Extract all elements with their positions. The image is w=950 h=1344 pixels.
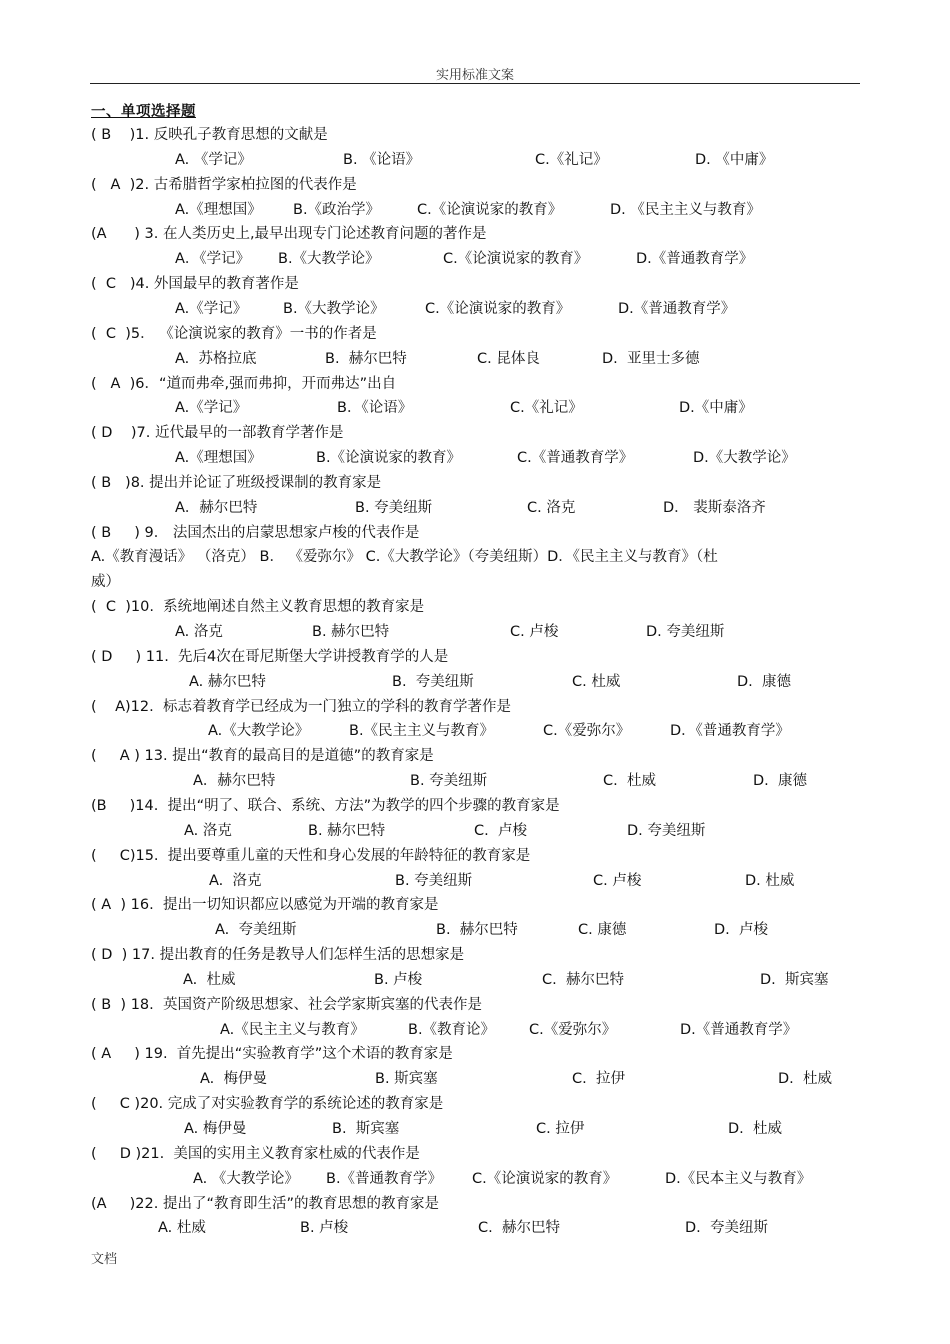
answer-option: C.《礼记》 — [510, 400, 583, 417]
answer-option: B．《论语》 — [337, 400, 413, 417]
answer-option: A. 洛克 — [184, 822, 232, 839]
answer-option: B.《普通教育学》 — [326, 1170, 443, 1187]
answer-option: A. 梅伊曼 — [184, 1121, 247, 1137]
answer-option: B.《大教学论》 — [283, 300, 385, 317]
header-divider — [90, 83, 860, 84]
answer-option: A. 夸美纽斯 — [215, 922, 297, 939]
question-stem: (A ) 3. 在人类历史上,最早出现专门论述教育问题的著作是 — [91, 226, 487, 243]
answer-option: B. 斯宾塞 — [375, 1071, 438, 1088]
answer-option: C.《论演说家的教育》 — [443, 251, 589, 268]
question-stem: ( B ) 18. 英国资产阶级思想家、社会学家斯宾塞的代表作是 — [91, 996, 482, 1013]
answer-option: D. 《民主主义与教育》 — [610, 201, 761, 218]
answer-option: D.《大教学论》 — [693, 450, 796, 467]
question-stem: ( A )2. 古希腊哲学家柏拉图的代表作是 — [91, 176, 357, 193]
answer-option: C.《论演说家的教育》 — [417, 201, 563, 218]
question-stem: ( A)12. 标志着教育学已经成为一门独立的学科的教育学著作是 — [91, 698, 511, 715]
answer-option: C.《爱弥尔》 — [543, 723, 631, 740]
answer-option: A．《学记》 — [175, 251, 251, 268]
question-stem: ( D ) 11. 先后4次在哥尼斯堡大学讲授教育学的人是 — [91, 648, 449, 665]
answer-option: B. 夸美纽斯 — [410, 773, 488, 790]
answer-option: D．《普通教育学》 — [670, 723, 790, 740]
question-stem: ( A ) 19. 首先提出“实验教育学”这个术语的教育家是 — [91, 1046, 453, 1063]
answer-option: A.《理想国》 — [175, 201, 262, 218]
answer-option: D. 夸美纽斯 — [646, 624, 725, 640]
answer-option: B. 夸美纽斯 — [355, 499, 433, 516]
answer-option: A.《理想国》 — [175, 450, 262, 467]
answer-option: A.《学记》 — [175, 400, 248, 417]
answer-option: D. 亚里士多德 — [602, 350, 700, 367]
answer-option: D.《普通教育学》 — [680, 1021, 798, 1038]
answer-option: A. 梅伊曼 — [200, 1071, 267, 1088]
answer-option: A. 杜威 — [158, 1220, 206, 1237]
answer-option: C. 拉伊 — [572, 1071, 625, 1088]
answer-option: B. 赫尔巴特 — [325, 350, 407, 367]
answer-option: C. 康德 — [578, 922, 627, 939]
answer-options-line: A.《教育漫话》 （洛克） B． 《爱弥尔》 C.《大教学论》（夸美纽斯）D．《民主主义与教育》（杜 — [91, 549, 718, 566]
question-stem: ( A )6．“道而弗牵,强而弗抑，开而弗达”出自 — [91, 375, 397, 392]
answer-option: C. 赫尔巴特 — [542, 971, 624, 988]
answer-option: D.《民本主义与教育》 — [665, 1170, 812, 1187]
answer-option: B. 卢梭 — [300, 1220, 349, 1237]
answer-option: B. 卢梭 — [374, 971, 423, 988]
answer-option: B.《民主主义与教育》 — [349, 723, 495, 740]
question-stem: (A )22. 提出了“教育即生活”的教育思想的教育家是 — [91, 1195, 439, 1212]
answer-option: B.《政治学》 — [293, 201, 381, 218]
answer-option: A.《大教学论》 — [208, 723, 310, 740]
answer-option: D. 杜威 — [728, 1121, 782, 1137]
answer-option: C.《爱弥尔》 — [529, 1021, 617, 1038]
answer-option: C. 拉伊 — [536, 1121, 585, 1137]
question-stem: ( C )10. 系统地阐述自然主义教育思想的教育家是 — [91, 599, 425, 616]
answer-option: A.《民主主义与教育》 — [220, 1021, 365, 1038]
answer-options-continuation: 威） — [91, 574, 120, 591]
question-stem: ( A ) 16. 提出一切知识都应以感觉为开端的教育家是 — [91, 897, 439, 914]
question-stem: (B )14. 提出“明了、联合、系统、方法”为教学的四个步骤的教育家是 — [91, 797, 560, 814]
answer-option: C. 洛克 — [527, 499, 576, 516]
answer-option: D. 夸美纽斯 — [627, 822, 706, 839]
answer-option: B. 夸美纽斯 — [392, 673, 474, 690]
question-stem: ( B )1. 反映孔子教育思想的文献是 — [91, 127, 328, 143]
answer-option: A. 赫尔巴特 — [189, 673, 266, 690]
answer-option: D． 裴斯泰洛齐 — [663, 499, 766, 516]
answer-option: C. 杜威 — [572, 673, 621, 690]
answer-option: D. 斯宾塞 — [760, 971, 829, 988]
page-header: 实用标准文案 — [435, 68, 514, 83]
answer-option: D.《中庸》 — [679, 400, 753, 417]
answer-option: D. 夸美纽斯 — [685, 1220, 768, 1237]
answer-option: B.《教育论》 — [408, 1021, 496, 1038]
answer-option: A. 苏格拉底 — [175, 350, 257, 367]
answer-option: D. 《中庸》 — [695, 151, 774, 168]
answer-option: A. 《学记》 — [175, 151, 252, 168]
answer-option: D. 康德 — [753, 773, 807, 790]
answer-option: B. 斯宾塞 — [332, 1121, 400, 1137]
answer-option: A. 杜威 — [183, 971, 236, 988]
question-stem: ( B )8. 提出并论证了班级授课制的教育家是 — [91, 474, 382, 491]
answer-option: C.《论演说家的教育》 — [425, 300, 571, 317]
answer-option: C. 卢梭 — [593, 872, 642, 889]
question-stem: ( D )21. 美国的实用主义教育家杜威的代表作是 — [91, 1145, 420, 1162]
answer-option: D.《普通教育学》 — [618, 300, 736, 317]
answer-option: B. 赫尔巴特 — [308, 822, 386, 839]
page-footer: 文档 — [91, 1252, 118, 1267]
question-stem: ( C )4. 外国最早的教育著作是 — [91, 276, 299, 293]
answer-option: B.《论演说家的教育》 — [316, 450, 462, 467]
answer-option: C.《礼记》 — [535, 151, 608, 168]
question-stem: ( D )7. 近代最早的一部教育学著作是 — [91, 425, 344, 442]
answer-option: C. 赫尔巴特 — [478, 1220, 560, 1237]
answer-option: A. 洛克 — [209, 872, 262, 889]
answer-option: B. 赫尔巴特 — [436, 922, 518, 939]
answer-option: C. 杜威 — [603, 773, 656, 790]
question-stem: ( A ) 13. 提出“教育的最高目的是道德”的教育家是 — [91, 748, 434, 765]
answer-option: B.《大教学论》 — [278, 251, 380, 268]
answer-option: C. 卢梭 — [474, 822, 527, 839]
answer-option: B. 夸美纽斯 — [395, 872, 473, 889]
answer-option: C.《普通教育学》 — [517, 450, 634, 467]
answer-option: D. 卢梭 — [714, 922, 768, 939]
answer-option: C. 卢梭 — [510, 624, 559, 640]
answer-option: B. 赫尔巴特 — [312, 624, 390, 640]
answer-option: D. 杜威 — [745, 872, 795, 889]
answer-option: A．赫尔巴特 — [175, 499, 258, 516]
question-stem: ( B ) 9． 法国杰出的启蒙思想家卢梭的代表作是 — [91, 524, 420, 541]
answer-option: D.《普通教育学》 — [636, 251, 754, 268]
question-stem: ( D ) 17. 提出教育的任务是教导人们怎样生活的思想家是 — [91, 947, 465, 964]
answer-option: C.《论演说家的教育》 — [472, 1170, 618, 1187]
answer-option: A. 洛克 — [175, 624, 223, 640]
question-stem: ( C )20. 完成了对实验教育学的系统论述的教育家是 — [91, 1096, 444, 1113]
section-title: 一、单项选择题 — [91, 104, 196, 120]
answer-option: C. 昆体良 — [477, 350, 540, 367]
answer-option: A. 《大教学论》 — [193, 1170, 299, 1187]
answer-option: D. 康德 — [737, 673, 791, 690]
answer-option: B. 《论语》 — [343, 151, 421, 168]
question-stem: ( C)15. 提出要尊重儿童的天性和身心发展的年龄特征的教育家是 — [91, 847, 531, 864]
answer-option: D. 杜威 — [778, 1071, 832, 1088]
question-stem: ( C )5． 《论演说家的教育》一书的作者是 — [91, 325, 377, 342]
answer-option: A．赫尔巴特 — [193, 773, 276, 790]
answer-option: A.《学记》 — [175, 300, 248, 317]
